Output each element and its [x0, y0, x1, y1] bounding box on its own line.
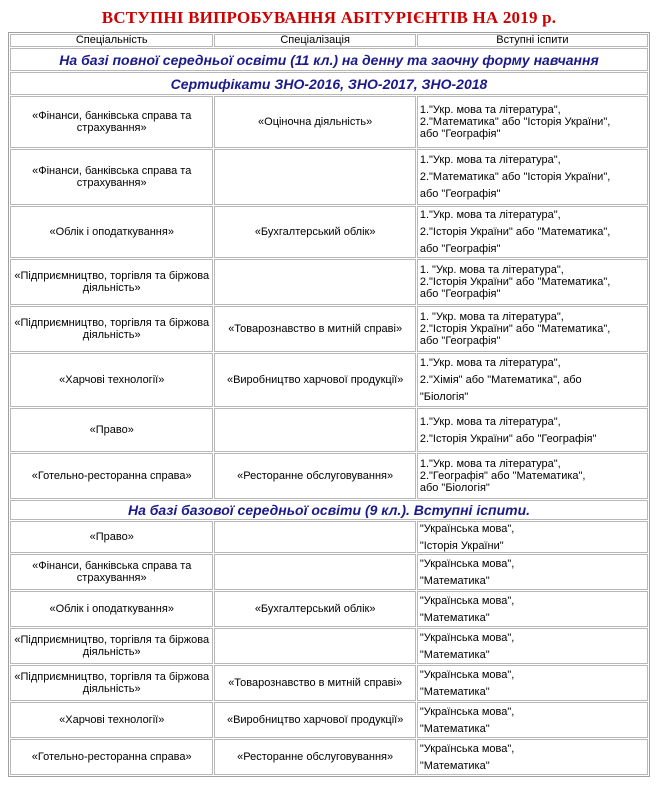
exam-line: "Українська мова",: [419, 594, 515, 607]
entrance-exams-cell: [417, 206, 648, 258]
exam-line: або "Географія": [419, 243, 501, 255]
exam-line: 2."Географія" або "Математика",: [419, 470, 586, 482]
header-specialization: Спеціалізація: [214, 34, 415, 47]
exam-line: 2."Математика" або "Історія України",: [419, 171, 611, 183]
exam-line: "Українська мова",: [419, 705, 515, 718]
specialty-cell: «Облік і оподаткування»: [10, 206, 213, 258]
specialty-cell: «Харчові технології»: [10, 353, 213, 407]
specialty-cell: «Підприємництво, торгівля та біржова діяльність»: [10, 306, 213, 352]
entrance-exams-cell: [417, 96, 648, 148]
specialization-cell: «Бухгалтерський облік»: [214, 206, 415, 258]
specialty-cell: «Право»: [10, 408, 213, 452]
specialization-cell: «Бухгалтерський облік»: [214, 591, 415, 627]
section-heading-row: [10, 48, 648, 71]
exam-line: "Біологія": [419, 391, 469, 403]
exam-line: "Українська мова",: [419, 522, 515, 535]
exam-line: або "Географія": [419, 188, 501, 200]
specialization-cell: [214, 259, 415, 305]
exam-line: "Математика": [419, 759, 490, 772]
entrance-exams-cell: [417, 521, 648, 553]
entrance-exams-cell: [417, 408, 648, 452]
entrance-exams-cell: [417, 739, 648, 775]
table-row: [10, 206, 648, 258]
exam-line: "Українська мова",: [419, 742, 515, 755]
specialization-cell: [214, 628, 415, 664]
table-header-row: [10, 34, 648, 47]
exam-line: 1."Укр. мова та література",: [419, 209, 561, 221]
exam-line: 2."Математика" або "Історія України",: [419, 116, 611, 128]
exam-line: 1. "Укр. мова та література",: [419, 264, 564, 276]
exam-line: 1."Укр. мова та література",: [419, 458, 561, 470]
header-entrance-exams: Вступні іспити: [417, 34, 648, 47]
entrance-exams-cell: [417, 149, 648, 205]
table-row: [10, 665, 648, 701]
exam-line: "Математика": [419, 722, 490, 735]
exam-line: або "Біологія": [419, 482, 490, 494]
specialization-cell: [214, 408, 415, 452]
table-row: [10, 353, 648, 407]
table-row: [10, 739, 648, 775]
exam-line: "Українська мова",: [419, 668, 515, 681]
specialty-cell: «Готельно-ресторанна справа»: [10, 739, 213, 775]
specialization-cell: «Ресторанне обслуговування»: [214, 453, 415, 499]
exam-line: або "Географія": [419, 128, 501, 140]
specialization-cell: «Виробництво харчової продукції»: [214, 353, 415, 407]
table-row: [10, 306, 648, 352]
specialization-cell: «Ресторанне обслуговування»: [214, 739, 415, 775]
entrance-exams-cell: [417, 591, 648, 627]
header-specialty: Спеціальність: [10, 34, 213, 47]
table-row: [10, 554, 648, 590]
specialization-cell: [214, 149, 415, 205]
exam-line: 1."Укр. мова та література",: [419, 415, 561, 428]
table-row: [10, 521, 648, 553]
exam-line: 2."Історія України" або "Математика",: [419, 276, 611, 288]
exam-line: "Математика": [419, 611, 490, 624]
exam-line: "Українська мова",: [419, 631, 515, 644]
specialty-cell: «Фінанси, банківська справа та страхування»: [10, 149, 213, 205]
entrance-exams-cell: [417, 453, 648, 499]
specialty-cell: «Облік і оподаткування»: [10, 591, 213, 627]
exam-line: або "Географія": [419, 288, 501, 300]
admission-table: [8, 32, 650, 777]
table-row: [10, 702, 648, 738]
specialization-cell: «Виробництво харчової продукції»: [214, 702, 415, 738]
specialty-cell: «Харчові технології»: [10, 702, 213, 738]
section-heading-row: [10, 500, 648, 520]
section-subheading-row: [10, 72, 648, 95]
entrance-exams-cell: [417, 306, 648, 352]
entrance-exams-cell: [417, 259, 648, 305]
exam-line: 1. "Укр. мова та література",: [419, 311, 564, 323]
specialization-cell: [214, 554, 415, 590]
specialization-cell: «Оціночна діяльність»: [214, 96, 415, 148]
exam-line: "Математика": [419, 685, 490, 698]
entrance-exams-cell: [417, 353, 648, 407]
specialty-cell: «Підприємництво, торгівля та біржова діяльність»: [10, 665, 213, 701]
exam-line: "Математика": [419, 574, 490, 587]
table-row: [10, 259, 648, 305]
specialty-cell: «Готельно-ресторанна справа»: [10, 453, 213, 499]
specialty-cell: «Фінанси, банківська справа та страхування»: [10, 96, 213, 148]
table-row: [10, 149, 648, 205]
table-row: [10, 591, 648, 627]
table-row: [10, 628, 648, 664]
section-heading-basic-secondary: На базі базової середньої освіти (9 кл.). Вступні іспити.: [10, 500, 648, 520]
exam-line: або "Географія": [419, 335, 501, 347]
section-heading-full-secondary: На базі повної середньої освіти (11 кл.) на денну та заочну форму навчання: [10, 48, 648, 71]
exam-line: 1."Укр. мова та література",: [419, 104, 561, 116]
specialty-cell: «Підприємництво, торгівля та біржова діяльність»: [10, 628, 213, 664]
table-row: [10, 96, 648, 148]
page-title: ВСТУПНІ ВИПРОБУВАННЯ АБІТУРІЄНТІВ НА 2019 р.: [101, 8, 557, 27]
table-row: [10, 408, 648, 452]
entrance-exams-cell: [417, 554, 648, 590]
table-row: [10, 453, 648, 499]
specialization-cell: [214, 521, 415, 553]
specialty-cell: «Підприємництво, торгівля та біржова діяльність»: [10, 259, 213, 305]
exam-line: 1."Укр. мова та література",: [419, 154, 561, 166]
exam-line: 2."Хімія" або "Математика", або: [419, 374, 582, 386]
exam-line: 2."Історія України" або "Математика",: [419, 323, 611, 335]
exam-line: "Історія України": [419, 539, 504, 552]
specialty-cell: «Фінанси, банківська справа та страхування»: [10, 554, 213, 590]
exam-line: 2."Історія України" або "Математика",: [419, 226, 611, 238]
entrance-exams-cell: [417, 665, 648, 701]
exam-line: "Математика": [419, 648, 490, 661]
specialization-cell: «Товарознавство в митній справі»: [214, 665, 415, 701]
specialization-cell: «Товарознавство в митній справі»: [214, 306, 415, 352]
exam-line: 2."Історія України" або "Географія": [419, 432, 597, 445]
entrance-exams-cell: [417, 702, 648, 738]
section-subheading-certificates: Сертифікати ЗНО-2016, ЗНО-2017, ЗНО-2018: [10, 72, 648, 95]
entrance-exams-cell: [417, 628, 648, 664]
exam-line: "Українська мова",: [419, 557, 515, 570]
specialty-cell: «Право»: [10, 521, 213, 553]
exam-line: 1."Укр. мова та література",: [419, 357, 561, 369]
